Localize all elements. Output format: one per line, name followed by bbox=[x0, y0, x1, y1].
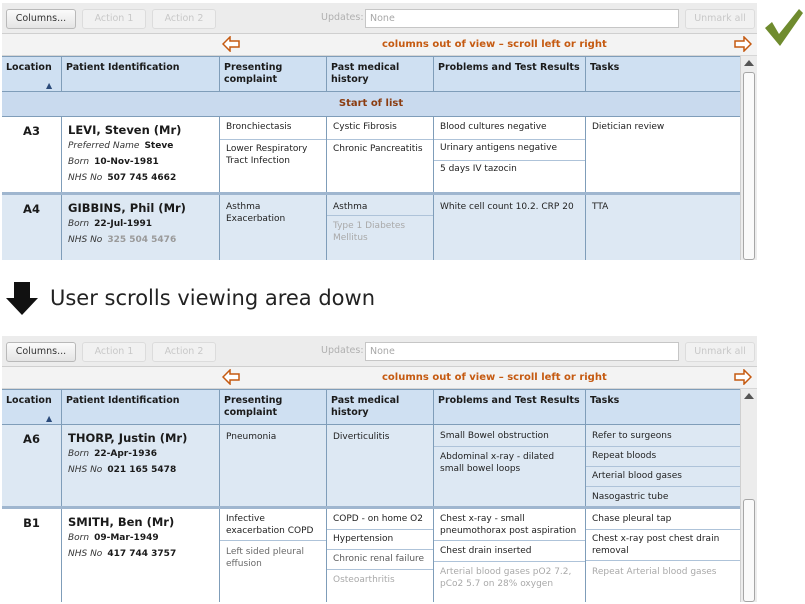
location-cell: B1 bbox=[2, 509, 62, 602]
tasks-cell bbox=[586, 195, 740, 260]
table-row[interactable] bbox=[2, 425, 740, 509]
problems-cell bbox=[434, 117, 586, 192]
table-row[interactable] bbox=[2, 195, 740, 260]
columns-button[interactable]: Columns... bbox=[6, 342, 76, 362]
list-item[interactable]: Pneumonia bbox=[226, 432, 277, 442]
list-item[interactable]: Dietician review bbox=[592, 122, 665, 132]
header-problems[interactable]: Problems and Test Results bbox=[434, 57, 586, 93]
complaint-cell bbox=[220, 425, 327, 506]
column-header-row bbox=[2, 56, 740, 92]
header-patient[interactable]: Patient Identification bbox=[62, 390, 220, 426]
toolbar bbox=[2, 3, 757, 34]
patient-cell: SMITH, Ben (Mr) Born 09-Mar-1949 NHS No 417 744 3757 bbox=[62, 509, 220, 602]
caption: User scrolls viewing area down bbox=[50, 286, 376, 310]
list-item[interactable]: Diverticulitis bbox=[333, 432, 390, 442]
location-cell: A6 bbox=[2, 425, 62, 506]
list-item[interactable]: 5 days IV tazocin bbox=[440, 164, 517, 174]
scroll-right-arrow-icon[interactable] bbox=[734, 369, 752, 385]
updates-label: Updates: bbox=[321, 345, 364, 356]
horizontal-scroll-bar bbox=[2, 34, 757, 56]
top-screenshot-panel bbox=[2, 3, 757, 260]
list-item[interactable]: Asthma Exacerbation bbox=[226, 202, 286, 224]
updates-field[interactable]: None bbox=[365, 342, 679, 361]
header-location[interactable]: Location ▲ bbox=[2, 390, 62, 426]
complaint-cell bbox=[220, 509, 327, 602]
patient-name[interactable]: GIBBINS, Phil (Mr) bbox=[68, 201, 186, 215]
horizontal-scroll-bar bbox=[2, 367, 757, 389]
table-row[interactable] bbox=[2, 117, 740, 195]
location-cell: A3 bbox=[2, 117, 62, 192]
action1-button[interactable]: Action 1 bbox=[82, 342, 146, 362]
header-history[interactable]: Past medical history bbox=[327, 390, 434, 426]
list-item[interactable]: White cell count 10.2. CRP 20 bbox=[440, 202, 574, 212]
list-item[interactable]: Refer to surgeons bbox=[586, 430, 740, 447]
header-history[interactable]: Past medical history bbox=[327, 57, 434, 93]
columns-out-of-view-hint: columns out of view – scroll left or right bbox=[382, 372, 607, 383]
list-item[interactable]: Repeat Arterial blood gases bbox=[592, 567, 717, 577]
complaint-cell bbox=[220, 195, 327, 260]
history-cell bbox=[327, 425, 434, 506]
list-item[interactable]: Left sided pleural effusion bbox=[226, 547, 304, 569]
sort-ascending-icon: ▲ bbox=[46, 414, 53, 423]
list-item[interactable]: Chronic Pancreatitis bbox=[333, 144, 423, 154]
list-item[interactable]: Arterial blood gases bbox=[586, 470, 740, 487]
header-problems[interactable]: Problems and Test Results bbox=[434, 390, 586, 426]
history-cell bbox=[327, 195, 434, 260]
action2-button[interactable]: Action 2 bbox=[152, 342, 216, 362]
list-item[interactable]: Abdominal x-ray - dilated small bowel loops bbox=[440, 452, 555, 474]
scroll-up-icon[interactable] bbox=[744, 60, 754, 66]
vertical-scroll-bar[interactable] bbox=[740, 389, 757, 602]
list-item[interactable]: Urinary antigens negative bbox=[434, 142, 585, 161]
sort-ascending-icon: ▲ bbox=[46, 81, 53, 90]
columns-button[interactable]: Columns... bbox=[6, 9, 76, 29]
header-complaint[interactable]: Presenting complaint bbox=[220, 57, 327, 93]
list-item[interactable]: Bronchiectasis bbox=[220, 121, 326, 140]
list-item[interactable]: Chest x-ray post chest drain removal bbox=[586, 533, 740, 561]
list-item[interactable]: Hypertension bbox=[327, 533, 433, 550]
tasks-cell bbox=[586, 117, 740, 192]
patient-name[interactable]: SMITH, Ben (Mr) bbox=[68, 515, 175, 529]
checkmark-icon bbox=[762, 6, 804, 48]
scroll-left-arrow-icon[interactable] bbox=[222, 36, 240, 52]
list-item[interactable]: Repeat bloods bbox=[586, 450, 740, 467]
patient-cell: LEVI, Steven (Mr) Preferred Name Steve Born 10-Nov-1981 NHS No 507 745 4662 bbox=[62, 117, 220, 192]
list-item[interactable]: Blood cultures negative bbox=[434, 121, 585, 140]
list-item[interactable]: Type 1 Diabetes Mellitus bbox=[333, 221, 406, 243]
vertical-scroll-bar[interactable] bbox=[740, 56, 757, 260]
table-row[interactable] bbox=[2, 509, 740, 602]
scroll-up-icon[interactable] bbox=[744, 393, 754, 399]
header-patient[interactable]: Patient Identification bbox=[62, 57, 220, 93]
list-item[interactable]: Cystic Fibrosis bbox=[327, 121, 433, 140]
list-item[interactable]: Chase pleural tap bbox=[586, 513, 740, 530]
scroll-right-arrow-icon[interactable] bbox=[734, 36, 752, 52]
list-item[interactable]: Chest drain inserted bbox=[434, 545, 585, 562]
toolbar bbox=[2, 336, 757, 367]
scroll-thumb[interactable] bbox=[743, 72, 755, 260]
bottom-screenshot-panel bbox=[2, 336, 757, 602]
list-item[interactable]: Nasogastric tube bbox=[592, 492, 669, 502]
list-item[interactable]: Infective exacerbation COPD bbox=[220, 513, 326, 541]
scroll-thumb[interactable] bbox=[743, 499, 755, 602]
column-header-row bbox=[2, 389, 740, 425]
complaint-cell bbox=[220, 117, 327, 192]
header-tasks[interactable]: Tasks bbox=[590, 62, 620, 73]
header-location[interactable]: Location ▲ bbox=[2, 57, 62, 93]
tasks-cell bbox=[586, 509, 740, 602]
history-cell bbox=[327, 117, 434, 192]
updates-field[interactable]: None bbox=[365, 9, 679, 28]
start-of-list-banner: Start of list bbox=[2, 92, 740, 117]
patient-name[interactable]: THORP, Justin (Mr) bbox=[68, 431, 188, 445]
scroll-left-arrow-icon[interactable] bbox=[222, 369, 240, 385]
unmark-all-button[interactable]: Unmark all bbox=[685, 342, 755, 362]
location-cell: A4 bbox=[2, 195, 62, 260]
unmark-all-button[interactable]: Unmark all bbox=[685, 9, 755, 29]
list-item[interactable]: COPD - on home O2 bbox=[327, 513, 433, 530]
problems-cell bbox=[434, 425, 586, 506]
action2-button[interactable]: Action 2 bbox=[152, 9, 216, 29]
list-item[interactable]: Osteoarthritis bbox=[333, 575, 395, 585]
down-arrow-icon bbox=[5, 282, 39, 316]
list-item[interactable]: Small Bowel obstruction bbox=[434, 430, 585, 447]
columns-out-of-view-hint: columns out of view – scroll left or right bbox=[382, 39, 607, 50]
list-item[interactable]: Arterial blood gases pO2 7.2, pCo2 5.7 on 28% oxygen bbox=[440, 567, 572, 589]
list-item[interactable]: TTA bbox=[592, 202, 609, 212]
patient-name[interactable]: LEVI, Steven (Mr) bbox=[68, 123, 182, 137]
tasks-cell bbox=[586, 425, 740, 506]
problems-cell bbox=[434, 195, 586, 260]
patient-cell: THORP, Justin (Mr) Born 22-Apr-1936 NHS No 021 165 5478 bbox=[62, 425, 220, 506]
list-item[interactable]: Chronic renal failure bbox=[327, 553, 433, 570]
list-item[interactable]: Asthma bbox=[327, 201, 433, 216]
header-complaint[interactable]: Presenting complaint bbox=[220, 390, 327, 426]
history-cell bbox=[327, 509, 434, 602]
patient-cell: GIBBINS, Phil (Mr) Born 22-Jul-1991 NHS No 325 504 5476 bbox=[62, 195, 220, 260]
list-item[interactable]: Chest x-ray - small pneumothorax post aspiration bbox=[434, 513, 585, 541]
action1-button[interactable]: Action 1 bbox=[82, 9, 146, 29]
problems-cell bbox=[434, 509, 586, 602]
list-item[interactable]: Lower Respiratory Tract Infection bbox=[226, 144, 308, 166]
updates-label: Updates: bbox=[321, 12, 364, 23]
header-tasks[interactable]: Tasks bbox=[590, 395, 620, 406]
